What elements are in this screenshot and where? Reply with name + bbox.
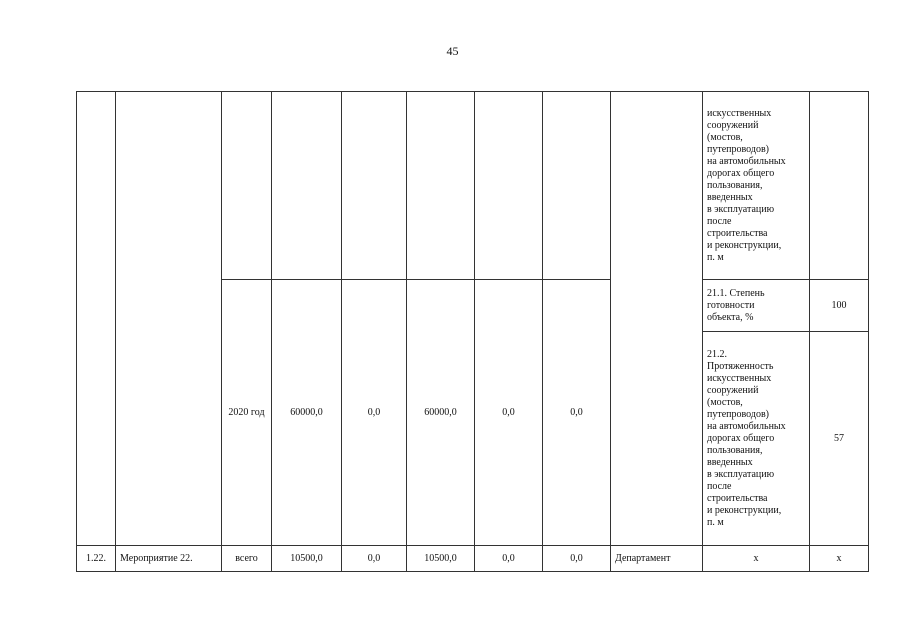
indicator-line: и реконструкции,	[707, 239, 782, 251]
indicator-line: введенных	[707, 456, 753, 468]
col-d-2020: 0,0	[543, 280, 611, 546]
row-1-22-col-c: 0,0	[475, 546, 543, 572]
value-continued	[810, 92, 869, 280]
indicator-line: в эксплуатацию	[707, 468, 775, 480]
period-2020: 2020 год	[222, 280, 272, 546]
row-1-22-value: х	[810, 546, 869, 572]
indicator-line: путепроводов)	[707, 408, 770, 420]
indicator-line: пользования,	[707, 179, 763, 191]
total-2020: 60000,0	[272, 280, 342, 546]
cell-col-a-continued	[342, 92, 407, 280]
indicator-line: 21.1. Степень	[707, 287, 765, 299]
indicator-line: объекта, %	[707, 311, 754, 323]
indicator-line: (мостов,	[707, 396, 743, 408]
indicator-line: в эксплуатацию	[707, 203, 775, 215]
row-1-22-period: всего	[222, 546, 272, 572]
indicator-line: сооружений	[707, 119, 759, 131]
indicator-line: и реконструкции,	[707, 504, 782, 516]
indicator-line: дорогах общего	[707, 167, 775, 179]
cell-total-continued	[272, 92, 342, 280]
indicator-line: путепроводов)	[707, 143, 770, 155]
indicator-line: дорогах общего	[707, 432, 775, 444]
cell-period-continued	[222, 92, 272, 280]
indicator-line: п. м	[707, 516, 724, 528]
row-1-22-total: 10500,0	[272, 546, 342, 572]
cell-executor-continued	[611, 92, 703, 546]
row-1-22-number: 1.22.	[77, 546, 116, 572]
indicator-line: строительства	[707, 227, 768, 239]
indicator-line: на автомобильных	[707, 420, 786, 432]
row-1-22-executor: Департамент	[611, 546, 703, 572]
indicator-line: (мостов,	[707, 131, 743, 143]
col-a-2020: 0,0	[342, 280, 407, 546]
row-1-22-col-a: 0,0	[342, 546, 407, 572]
row-1-22-col-b: 10500,0	[407, 546, 475, 572]
indicator-line: 21.2.	[707, 348, 727, 360]
col-b-2020: 60000,0	[407, 280, 475, 546]
indicator-line: строительства	[707, 492, 768, 504]
row-1-22	[77, 546, 869, 572]
budget-table	[76, 91, 869, 572]
indicator-line: Протяженность	[707, 360, 774, 372]
indicator-line: искусственных	[707, 372, 772, 384]
cell-name-continued	[116, 92, 222, 546]
page-number: 45	[446, 44, 459, 58]
cell-col-d-continued	[543, 92, 611, 280]
continuation-row	[77, 92, 869, 280]
cell-col-b-continued	[407, 92, 475, 280]
value-21-2: 57	[810, 332, 869, 546]
indicator-line: введенных	[707, 191, 753, 203]
indicator-line: сооружений	[707, 384, 759, 396]
row-1-22-indicator: х	[703, 546, 810, 572]
indicator-line: после	[707, 215, 732, 227]
row-1-22-col-d: 0,0	[543, 546, 611, 572]
indicator-21-1	[703, 280, 810, 332]
value-21-1: 100	[810, 280, 869, 332]
indicator-line: искусственных	[707, 107, 772, 119]
indicator-line: пользования,	[707, 444, 763, 456]
indicator-line: п. м	[707, 251, 724, 263]
indicator-line: после	[707, 480, 732, 492]
row-1-22-name: Мероприятие 22.	[116, 546, 222, 572]
col-c-2020: 0,0	[475, 280, 543, 546]
cell-number-continued	[77, 92, 116, 546]
cell-col-c-continued	[475, 92, 543, 280]
indicator-line: готовности	[707, 299, 755, 311]
indicator-line: на автомобильных	[707, 155, 786, 167]
indicator-continued	[703, 92, 810, 280]
indicator-21-2	[703, 332, 810, 546]
